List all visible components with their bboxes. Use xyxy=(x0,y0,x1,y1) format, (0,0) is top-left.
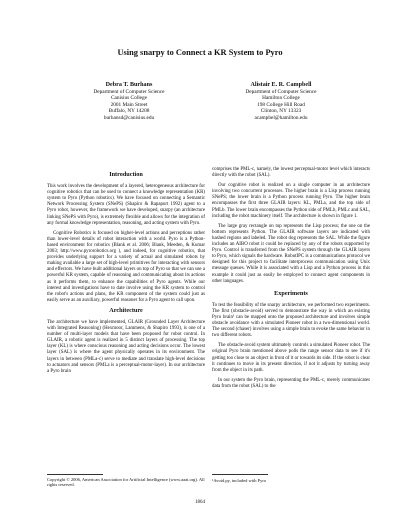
author-street: 2001 Main Street xyxy=(110,101,148,108)
author-block-burhans xyxy=(54,82,204,122)
experiments-paragraph-2: The obstacle-avoid system ultimately controls a simulated Pioneer robot. The original Pyro brain mentioned above polls the range sensor data to see if it's getting too close to an object in front of it or towards its side. If the robot is clear it continues to move in its present direction, if not it adjusts by turning away from the object in its path. xyxy=(212,343,370,373)
footnote-rule xyxy=(212,474,268,475)
author-street: 198 College Hill Road xyxy=(257,101,305,108)
section-heading-experiments: Experiments xyxy=(274,289,308,297)
section-heading-introduction: Introduction xyxy=(109,171,143,178)
left-column xyxy=(47,168,205,379)
continuation-paragraph-3: The large gray rectangle on top represents the Lisp process; the one on the bottom represents Python. The GLAIR software layers are indicated with hashed regions and labeled. The robot dog represents the SAL. While the figure includes an AIBO robot it could be replaced by any of the robots supported by Pyro. Control is transferred from the SNePS system through the GLAIR layers to Pyro, which signals the hardware. RobotIPC is a communications protocol we designed for this project to facilitate interprocess communication using Unix message queues. While it is associated with a Lisp and a Python process in this example it could just as easily be employed to connect agent components in other languages. xyxy=(212,223,370,284)
author-email: burhansd@canisius.edu xyxy=(103,114,155,121)
section-heading-architecture: Architecture xyxy=(109,306,143,314)
page-number: 1864 xyxy=(195,500,205,505)
experiments-paragraph-1: To test the feasibility of the snarpy architecture, we performed two experiments. The first (obstacle-avoid) served to demonstrate the way in which an existing Pyro brain¹ can be mapped onto the proposed architecture and involves simple obstacle avoidance with a simulated Pioneer robot in a two-dimensional world. The second (chaser) involves using a simple brain to evoke the same behavior in two different robots. xyxy=(212,302,370,339)
author-name: Alistair E. R. Campbell xyxy=(250,82,312,88)
author-name: Debra T. Burhans xyxy=(105,82,153,88)
paper-title: Using snarpy to Connect a KR System to Pyro xyxy=(117,48,283,57)
author-city: Clinton, NY 13323 xyxy=(260,108,302,115)
author-email: acampbel@hamilton.edu xyxy=(254,114,308,121)
continuation-paragraph-2: Our cognitive robot is realized on a single computer in an architecture involving two concurrent processes. The higher brain is a Lisp process running SNePS; the lower brain is a Python process running Pyro. The higher brain encompasses the first three GLAIR layers: KL, PMLa, and the top side of PMLb. The lower brain encompasses the Python side of PMLb, PMLc and SAL, including the robot machinery itself. The architecture is shown in figure 1. xyxy=(212,183,370,219)
experiments-paragraph-3: In our system the Pyro brain, representing the PML-c, merely communicates data from the robot (SAL) to the xyxy=(212,377,370,389)
footnote: ¹Avoid.py, included with Pyro xyxy=(212,478,267,483)
intro-paragraph-2: Cognitive Robotics is focused on higher-level actions and perceptions rather than lower-level details of robot interaction with a world. Pyro is a Python-based environment for robotics (Blank et al. 2006; Blank, Meeden, & Kumar 2003; http://www.pyrorobotics.org ), and indeed, for cognitive robotics, that provides underlying support for a variety of actual and simulated robots by making available a large set of high-level primitives for interacting with sensors and effectors. We have built additional layers on top of Pyro so that we can use a powerful KR system, capable of reasoning and communicating about its actions as it performs them, to enhance the capabilities of Pyro agents. While our interest and investigations have to date involve using the KR system to control the robot's actions and plans, the KR component of the system could just as easily serve as an auxiliary, powerful reasoner for a Pyro agent to call upon. xyxy=(47,230,205,303)
author-institution: Hamilton College xyxy=(262,95,300,102)
author-institution: Canisius College xyxy=(110,95,148,102)
intro-paragraph-1: This work involves the development of a layered, heterogeneous architecture for cognitive robotics that can be used to connect a knowledge representation (KR) system to Pyro (Python robotics). We have focused on connecting a Semantic Network Processing System (SNePS) (Shapiro & Rapaport 1992) agent to a Pyro robot, however, the framework we have developed, snarpy (an architecture linking SNePS with Pyro), is extremely flexible and allows for the integration of any formal knowledge representation, reasoning, and acting system with Pyro. xyxy=(47,184,205,226)
author-department: Department of Computer Science xyxy=(245,88,317,95)
continuation-paragraph-1: comprises the PML-c, namely, the lowest perceptual-motor level which interacts directly with the robot (SAL). xyxy=(212,167,370,179)
author-city: Buffalo, NY 14208 xyxy=(108,108,150,115)
right-column xyxy=(212,167,370,394)
architecture-paragraph-1: The architecture we have implemented, GLAIR (Grounded Layer Architecture with Integrated Reasoning) (Hexmoor, Lammens, & Shapiro 1993), is one of a number of multi-layer models that have been proposed for robot control. In GLAIR, a robotic agent is realized in 5 distinct layers of processing. The top layer (KL) is where conscious reasoning and acting decisions occur. The lowest layer (SAL) is where the agent physically operates in its environment. The layers in between (PMLa-c) serve to mediate and translate high-level decisions to actuators and sensors (PMLa is a perceptual-motor-layer). In our architecture a Pyro brain xyxy=(47,319,205,374)
author-block-campbell xyxy=(206,82,356,122)
author-department: Department of Computer Science xyxy=(93,88,165,95)
copyright-notice: Copyright © 2006, American Association for Artificial Intelligence (www.aaai.org). All rights reserved. xyxy=(47,477,205,488)
copyright-rule xyxy=(47,474,103,475)
